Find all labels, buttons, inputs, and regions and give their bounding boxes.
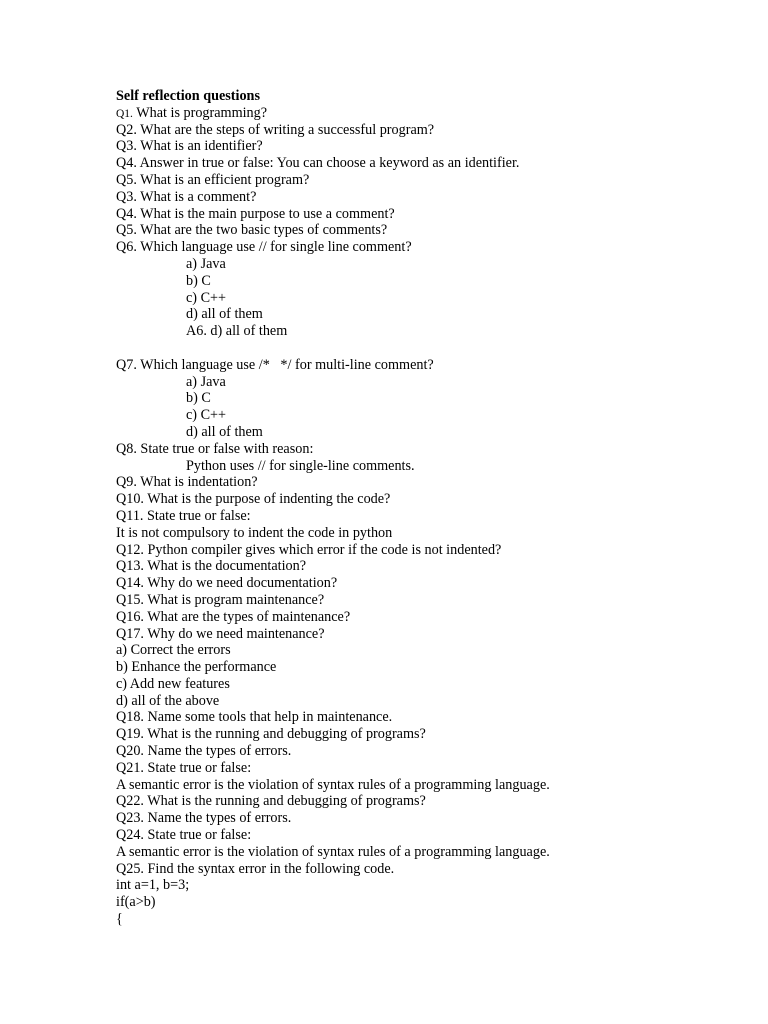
- question-line: It is not compulsory to indent the code in python: [116, 524, 393, 541]
- question-line: Q2. What are the steps of writing a successful program?: [116, 121, 435, 138]
- question-line: d) all of the above: [116, 692, 220, 709]
- question-line: a) Correct the errors: [116, 642, 231, 659]
- blank-line: [116, 340, 716, 357]
- question-line: Q23. Name the types of errors.: [116, 810, 292, 827]
- question-line: Q25. Find the syntax error in the following code.: [116, 860, 395, 877]
- question-line: Q10. What is the purpose of indenting the code?: [116, 491, 391, 508]
- question-line: Q12. Python compiler gives which error if the code is not indented?: [116, 541, 502, 558]
- question-line: Q24. State true or false:: [116, 827, 252, 844]
- question-line: Q14. Why do we need documentation?: [116, 575, 338, 592]
- question-number: Q1.: [116, 107, 133, 120]
- question-line: Q20. Name the types of errors.: [116, 743, 292, 760]
- question-line: Q4. What is the main purpose to use a comment?: [116, 205, 395, 222]
- question-line: Q9. What is indentation?: [116, 474, 258, 491]
- answer-option-line: a) Java: [186, 373, 226, 390]
- answer-option-line: A6. d) all of them: [186, 323, 288, 340]
- question-line: if(a>b): [116, 894, 156, 911]
- question-line: b) Enhance the performance: [116, 659, 277, 676]
- question-line: Q15. What is program maintenance?: [116, 591, 325, 608]
- question-line: [116, 105, 716, 122]
- question-line: Q4. Answer in true or false: You can choose a keyword as an identifier.: [116, 155, 520, 172]
- question-text: What is programming?: [132, 104, 268, 121]
- question-line: Q3. What is an identifier?: [116, 138, 263, 155]
- question-line: Q17. Why do we need maintenance?: [116, 625, 325, 642]
- answer-option-line: d) all of them: [186, 306, 263, 323]
- question-line: Q13. What is the documentation?: [116, 558, 307, 575]
- question-line: Q7. Which language use /* */ for multi-line comment?: [116, 356, 434, 373]
- question-line: A semantic error is the violation of syntax rules of a programming language.: [116, 776, 550, 793]
- answer-option-line: c) C++: [186, 289, 227, 306]
- question-line: c) Add new features: [116, 675, 230, 692]
- document-heading: Self reflection questions: [116, 88, 260, 104]
- question-line: Q11. State true or false:: [116, 507, 251, 524]
- question-line: Q3. What is a comment?: [116, 188, 257, 205]
- question-line: Q22. What is the running and debugging of programs?: [116, 793, 426, 810]
- answer-option-line: b) C: [186, 390, 211, 407]
- answer-option-line: c) C++: [186, 407, 227, 424]
- question-line: Q8. State true or false with reason:: [116, 440, 314, 457]
- question-line: A semantic error is the violation of syntax rules of a programming language.: [116, 843, 550, 860]
- question-line: {: [116, 911, 123, 928]
- question-line: int a=1, b=3;: [116, 877, 190, 894]
- question-line: Q5. What is an efficient program?: [116, 171, 310, 188]
- answer-option-line: b) C: [186, 272, 211, 289]
- document-body: [116, 88, 716, 928]
- question-line: Q18. Name some tools that help in maintenance.: [116, 709, 393, 726]
- question-list: [116, 105, 716, 928]
- question-line: Q6. Which language use // for single line comment?: [116, 239, 412, 256]
- question-line: Q19. What is the running and debugging of programs?: [116, 726, 426, 743]
- question-line: Q21. State true or false:: [116, 759, 252, 776]
- question-line: Q5. What are the two basic types of comments?: [116, 222, 388, 239]
- answer-option-line: d) all of them: [186, 423, 263, 440]
- answer-option-line: Python uses // for single-line comments.: [186, 457, 415, 474]
- question-line: Q16. What are the types of maintenance?: [116, 608, 351, 625]
- answer-option-line: a) Java: [186, 255, 226, 272]
